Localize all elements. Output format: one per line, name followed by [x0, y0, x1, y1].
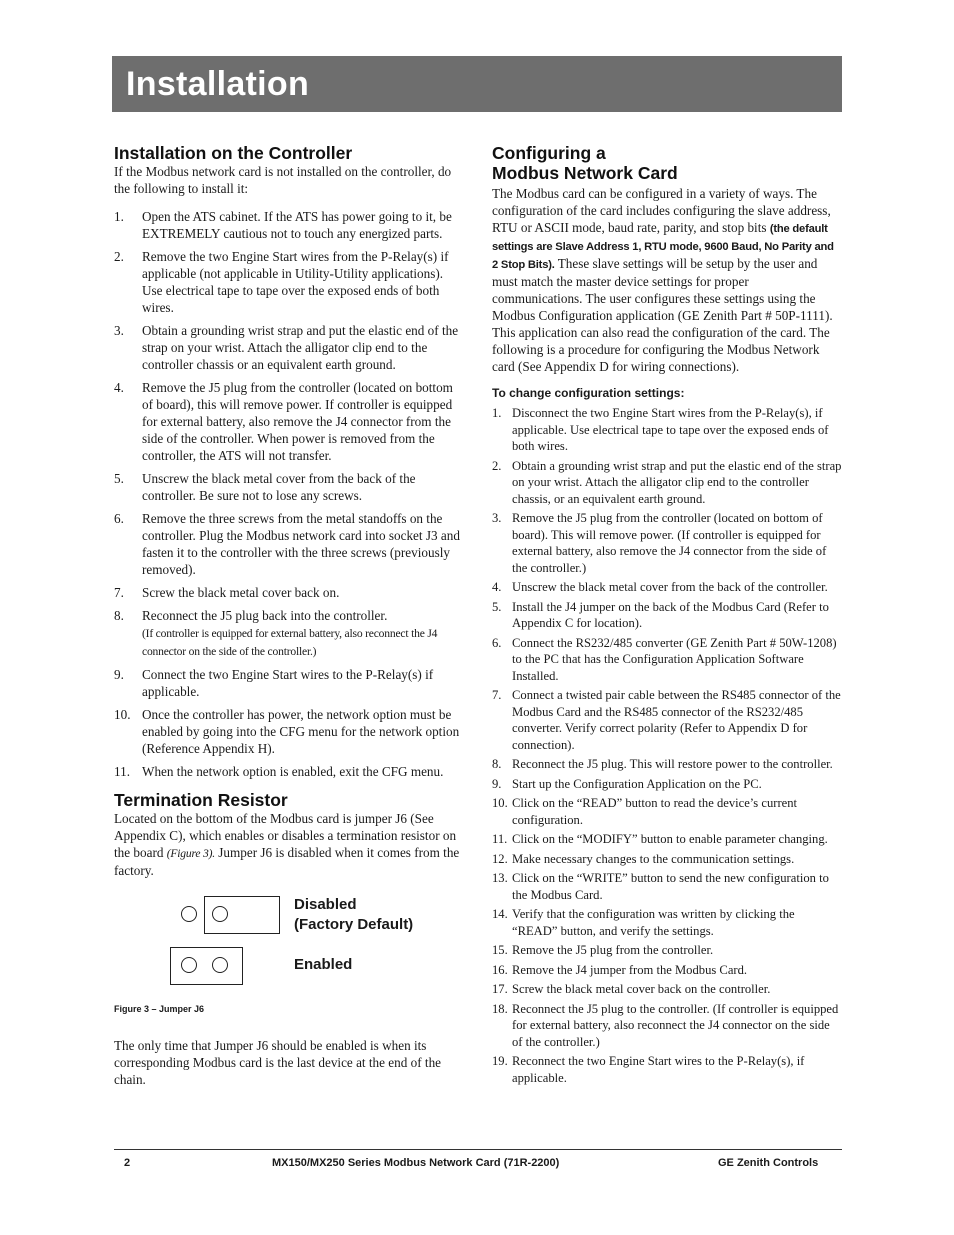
factory-default-label: (Factory Default) — [294, 916, 414, 933]
figure-caption: Figure 3 – Jumper J6 — [114, 1004, 205, 1014]
list-item: 3. Obtain a grounding wrist strap and put the elastic end of the strap on your wrist. Attach the alligator clip end to the controller chassis or an equivalent earth ground. — [114, 323, 459, 372]
list-item: 12. Make necessary changes to the communication settings. — [492, 851, 795, 866]
list-item: 9. Start up the Configuration Application on the PC. — [492, 776, 762, 791]
list-item: 5. Unscrew the black metal cover from the back of the controller. Be sure not to lose any screws. — [114, 471, 416, 503]
list-item: 4. Remove the J5 plug from the controller (located on bottom of board), this will remove power. If controller is equipped for external battery, also remove the J4 connector from the side of the controller. When power is removed from the controller, the ATS will not transfer. — [114, 380, 453, 463]
list-item: 2. Obtain a grounding wrist strap and put the elastic end of the strap on your wrist. Attach the alligator clip end to the controller chassis, or an equivalent earth ground. — [492, 458, 842, 506]
list-item: 7. Screw the black metal cover back on. — [114, 585, 340, 600]
installation-steps — [114, 208, 464, 780]
disabled-label: Disabled — [294, 896, 357, 913]
step-note: (If controller is equipped for external battery, also reconnect the J4 connector on the side of the controller.) — [142, 627, 438, 658]
list-item: 6. Remove the three screws from the metal standoffs on the controller. Plug the Modbus network card into socket J3 and fasten it to the controller with the three screws (previously removed). — [114, 511, 460, 577]
list-item: 8. Reconnect the J5 plug. This will restore power to the controller. — [492, 757, 833, 771]
list-item: 6. Connect the RS232/485 converter (GE Zenith Part # 50W-1208) to the PC that has the Configuration Application Software Installed. — [492, 635, 837, 683]
list-item: 7. Connect a twisted pair cable between the RS485 connector of the Modbus Card and the RS485 connector of the RS232/485 converter. Verify correct polarity (Refer to Appendix D for connection). — [492, 688, 841, 752]
footer-company: GE Zenith Controls — [718, 1157, 819, 1169]
list-item: 9. Connect the two Engine Start wires to the P-Relay(s) if applicable. — [114, 667, 434, 699]
page-banner — [112, 56, 842, 112]
section-heading-configuring: Configuring a Modbus Network Card — [492, 143, 678, 183]
jumper-pin-icon — [181, 906, 197, 922]
list-item: 19. Reconnect the two Engine Start wires to the P-Relay(s), if applicable. — [492, 1054, 805, 1085]
list-item: 13. Click on the “WRITE” button to send the new configuration to the Modbus Card. — [492, 871, 829, 902]
list-item: 10. Once the controller has power, the network option must be enabled by going into the CFG menu for the network option (Reference Appendix H). — [114, 707, 460, 756]
termination-paragraph: Located on the bottom of the Modbus card is jumper J6 (See Appendix C), which enables or disables a termination resistor on the board (Figure 3). Jumper J6 is disabled when it comes from the factory. — [114, 811, 460, 878]
page-title: Installation — [126, 65, 310, 103]
configuration-steps — [492, 405, 842, 1086]
list-item: 2. Remove the two Engine Start wires from the P-Relay(s) if applicable (not applicable in Utility-Utility applications). Use electrical tape to tape over the exposed ends of both wires. — [114, 249, 449, 315]
list-item: 4. Unscrew the black metal cover from the back of the controller. — [492, 580, 828, 594]
termination-closing: The only time that Jumper J6 should be enabled is when its corresponding Modbus card is the last device at the end of the chain. — [114, 1038, 442, 1087]
configuring-intro: The Modbus card can be configured in a variety of ways. The configuration of the card includes configuring the slave address, RTU or ASCII mode, baud rate, parity, and stop bits (the default settings are Slave Address 1, RTU mode, 9600 Baud, No Parity and 2 Stop Bits). These slave settings will be setup by the user and must match the master device settings for proper communications. The user configures these settings using the Modbus Configuration application (GE Zenith Part # 50P-1111). This application can also read the configuration of the card. The following is a procedure for configuring the Modbus Network card (See Appendix D for wiring connections). — [492, 186, 834, 374]
footer-doc-title: MX150/MX250 Series Modbus Network Card (71R-2200) — [272, 1157, 560, 1169]
list-item: 11. When the network option is enabled, exit the CFG menu. — [114, 764, 444, 779]
section-heading-termination: Termination Resistor — [114, 790, 288, 810]
list-item: 16. Remove the J4 jumper from the Modbus Card. — [492, 962, 748, 977]
list-item: 15. Remove the J5 plug from the controller. — [492, 943, 714, 957]
list-item: 8. Reconnect the J5 plug back into the controller. (If controller is equipped for external battery, also reconnect the J4 connector on the side of the controller.) — [114, 608, 438, 658]
list-item: 18. Reconnect the J5 plug to the controller. (If controller is equipped for external battery, also reconnect the J4 connector on the side of the controller.) — [492, 1001, 839, 1049]
jumper-pin-icon — [181, 957, 197, 973]
jumper-pin-icon — [212, 957, 228, 973]
config-subheading: To change configuration settings: — [492, 386, 685, 400]
list-item: 11. Click on the “MODIFY” button to enable parameter changing. — [492, 832, 828, 846]
installation-intro: If the Modbus network card is not installed on the controller, do the following to install it: — [114, 164, 452, 196]
left-column — [114, 143, 464, 1088]
list-item: 1. Disconnect the two Engine Start wires from the P-Relay(s), if applicable. Use electrical tape to tape over the exposed ends of both wires. — [492, 406, 829, 453]
list-item: 10. Click on the “READ” button to read the device’s current configuration. — [492, 796, 798, 827]
footer-page-number: 2 — [124, 1157, 131, 1169]
section-heading-installation: Installation on the Controller — [114, 143, 353, 163]
enabled-label: Enabled — [294, 956, 353, 973]
list-item: 14. Verify that the configuration was written by clicking the “READ” button, and verify the settings. — [492, 907, 795, 938]
right-column — [492, 143, 842, 1089]
list-item: 17. Screw the black metal cover back on the controller. — [492, 982, 771, 996]
list-item: 5. Install the J4 jumper on the back of the Modbus Card (Refer to Appendix C for location). — [492, 599, 829, 630]
list-item: 1. Open the ATS cabinet. If the ATS has power going to it, be EXTREMELY cautious not to touch any energized parts. — [114, 209, 452, 241]
list-item: 3. Remove the J5 plug from the controller (located on bottom of board). This will remove power. (If controller is equipped for external battery, also remove the J4 connector from the side of the controller.) — [492, 511, 827, 575]
jumper-pin-icon — [212, 906, 228, 922]
jumper-j6-figure — [114, 893, 464, 1014]
footer-divider — [114, 1149, 842, 1150]
